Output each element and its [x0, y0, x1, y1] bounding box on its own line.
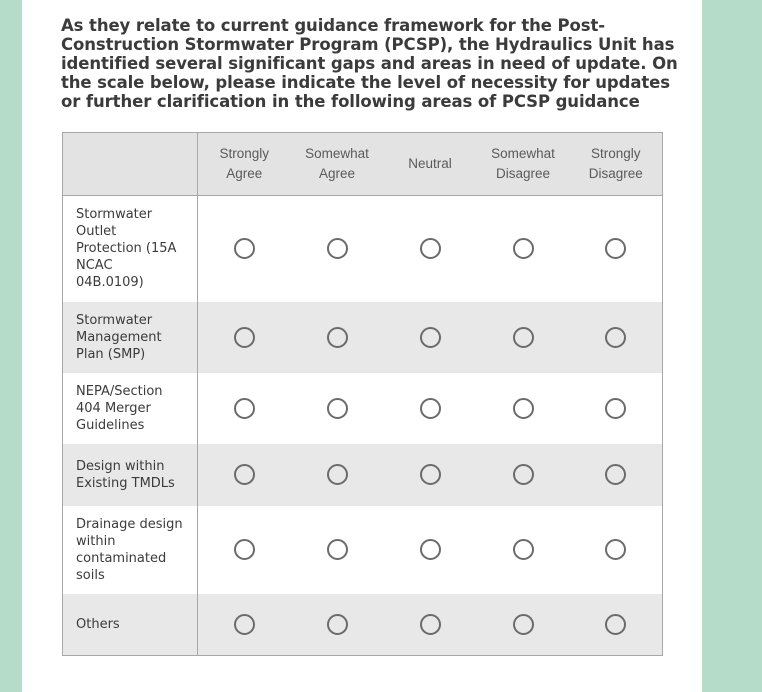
- radio-strongly-disagree[interactable]: [605, 398, 626, 419]
- row-label-line: Guidelines: [76, 417, 145, 433]
- radio-cell: [384, 506, 477, 594]
- column-header-strongly-agree: [198, 133, 291, 196]
- radio-strongly-disagree[interactable]: [605, 238, 626, 259]
- radio-cell: [198, 506, 291, 594]
- radio-neutral[interactable]: [420, 464, 441, 485]
- column-header-line: Disagree: [495, 166, 551, 181]
- row-label-line: Protection (15A: [76, 241, 177, 257]
- matrix-row-stormwater-outlet-protection: [63, 196, 663, 302]
- radio-strongly-disagree[interactable]: [605, 464, 626, 485]
- radio-cell: [477, 373, 570, 444]
- radio-neutral[interactable]: [420, 539, 441, 560]
- radio-somewhat-disagree[interactable]: [513, 539, 534, 560]
- radio-cell: [291, 373, 384, 444]
- radio-strongly-agree[interactable]: [234, 614, 255, 635]
- radio-cell: [384, 444, 477, 506]
- radio-strongly-agree[interactable]: [234, 238, 255, 259]
- radio-cell: [477, 594, 570, 656]
- radio-strongly-disagree[interactable]: [605, 327, 626, 348]
- row-label-line: soils: [76, 567, 105, 583]
- column-header-line: Agree: [318, 166, 356, 181]
- radio-strongly-agree[interactable]: [234, 539, 255, 560]
- matrix-row-drainage-contaminated-soils: [63, 506, 663, 594]
- radio-strongly-disagree[interactable]: [605, 539, 626, 560]
- column-header-strongly-disagree: [570, 133, 663, 196]
- radio-neutral[interactable]: [420, 238, 441, 259]
- row-label-line: NCAC: [76, 258, 113, 274]
- column-header-line: Neutral: [408, 156, 452, 171]
- radio-cell: [384, 373, 477, 444]
- radio-strongly-disagree[interactable]: [605, 614, 626, 635]
- column-header-line: Disagree: [588, 166, 643, 181]
- row-label: [63, 302, 198, 373]
- radio-cell: [384, 594, 477, 656]
- radio-cell: [291, 444, 384, 506]
- question-text: As they relate to current guidance framework for the Post-Construction Stormwater Program (PCSP), the Hydraulics Unit has identified several significant gaps and areas in need of update. On the scale below, please indicate the level of necessity for updates or further clarification in the following areas of PCSP guidance: [61, 16, 678, 111]
- radio-strongly-agree[interactable]: [234, 464, 255, 485]
- row-label-line: Management: [76, 329, 162, 345]
- row-label-line: Plan (SMP): [76, 346, 146, 362]
- matrix-row-stormwater-management-plan: [63, 302, 663, 373]
- row-label-line: Existing TMDLs: [76, 475, 175, 491]
- row-label-line: NEPA/Section: [76, 383, 163, 399]
- row-label: [63, 594, 198, 656]
- row-label-line: Design within: [76, 458, 165, 474]
- radio-cell: [477, 196, 570, 302]
- survey-panel: [22, 0, 702, 692]
- radio-cell: [570, 506, 663, 594]
- radio-cell: [198, 302, 291, 373]
- row-label-line: 404 Merger: [76, 400, 151, 416]
- radio-cell: [570, 196, 663, 302]
- matrix-row-design-within-tmdls: [63, 444, 663, 506]
- radio-cell: [198, 373, 291, 444]
- row-label-line: within: [76, 533, 116, 549]
- radio-cell: [570, 444, 663, 506]
- radio-cell: [291, 506, 384, 594]
- header-corner: [63, 133, 198, 196]
- column-header-line: Strongly: [590, 146, 641, 161]
- radio-somewhat-agree[interactable]: [327, 464, 348, 485]
- row-label-line: Stormwater: [76, 207, 153, 223]
- radio-somewhat-agree[interactable]: [327, 398, 348, 419]
- radio-somewhat-agree[interactable]: [327, 614, 348, 635]
- row-label-line: Drainage design: [76, 516, 183, 532]
- likert-matrix: [62, 132, 663, 656]
- row-label-line: contaminated: [76, 550, 167, 566]
- row-label: [63, 444, 198, 506]
- column-header-line: Strongly: [219, 146, 270, 161]
- radio-somewhat-disagree[interactable]: [513, 614, 534, 635]
- row-label-line: Others: [76, 616, 120, 632]
- column-header-line: Somewhat: [305, 146, 369, 161]
- radio-cell: [570, 373, 663, 444]
- matrix-row-others: [63, 594, 663, 656]
- matrix-header-row: [63, 133, 663, 196]
- radio-cell: [291, 302, 384, 373]
- radio-cell: [570, 302, 663, 373]
- radio-somewhat-disagree[interactable]: [513, 238, 534, 259]
- matrix-row-nepa-section-404: [63, 373, 663, 444]
- radio-somewhat-agree[interactable]: [327, 327, 348, 348]
- row-label-line: Outlet: [76, 224, 117, 240]
- radio-somewhat-disagree[interactable]: [513, 327, 534, 348]
- column-header-line: Agree: [226, 166, 263, 181]
- radio-cell: [477, 302, 570, 373]
- column-header-somewhat-disagree: [477, 133, 570, 196]
- column-header-neutral: [384, 133, 477, 196]
- radio-cell: [384, 196, 477, 302]
- radio-cell: [198, 196, 291, 302]
- row-label-line: 04B.0109): [76, 275, 144, 291]
- radio-cell: [477, 444, 570, 506]
- radio-cell: [570, 594, 663, 656]
- column-header-somewhat-agree: [291, 133, 384, 196]
- radio-cell: [384, 302, 477, 373]
- radio-cell: [477, 506, 570, 594]
- radio-strongly-agree[interactable]: [234, 398, 255, 419]
- row-label: [63, 506, 198, 594]
- row-label: [63, 196, 198, 302]
- radio-somewhat-disagree[interactable]: [513, 398, 534, 419]
- row-label: [63, 373, 198, 444]
- radio-cell: [198, 444, 291, 506]
- radio-cell: [291, 594, 384, 656]
- row-label-line: Stormwater: [76, 312, 153, 328]
- radio-cell: [291, 196, 384, 302]
- radio-strongly-agree[interactable]: [234, 327, 255, 348]
- radio-neutral[interactable]: [420, 398, 441, 419]
- radio-cell: [198, 594, 291, 656]
- radio-neutral[interactable]: [420, 614, 441, 635]
- column-header-line: Somewhat: [491, 146, 555, 161]
- radio-somewhat-disagree[interactable]: [513, 464, 534, 485]
- radio-neutral[interactable]: [420, 327, 441, 348]
- radio-somewhat-agree[interactable]: [327, 238, 348, 259]
- radio-somewhat-agree[interactable]: [327, 539, 348, 560]
